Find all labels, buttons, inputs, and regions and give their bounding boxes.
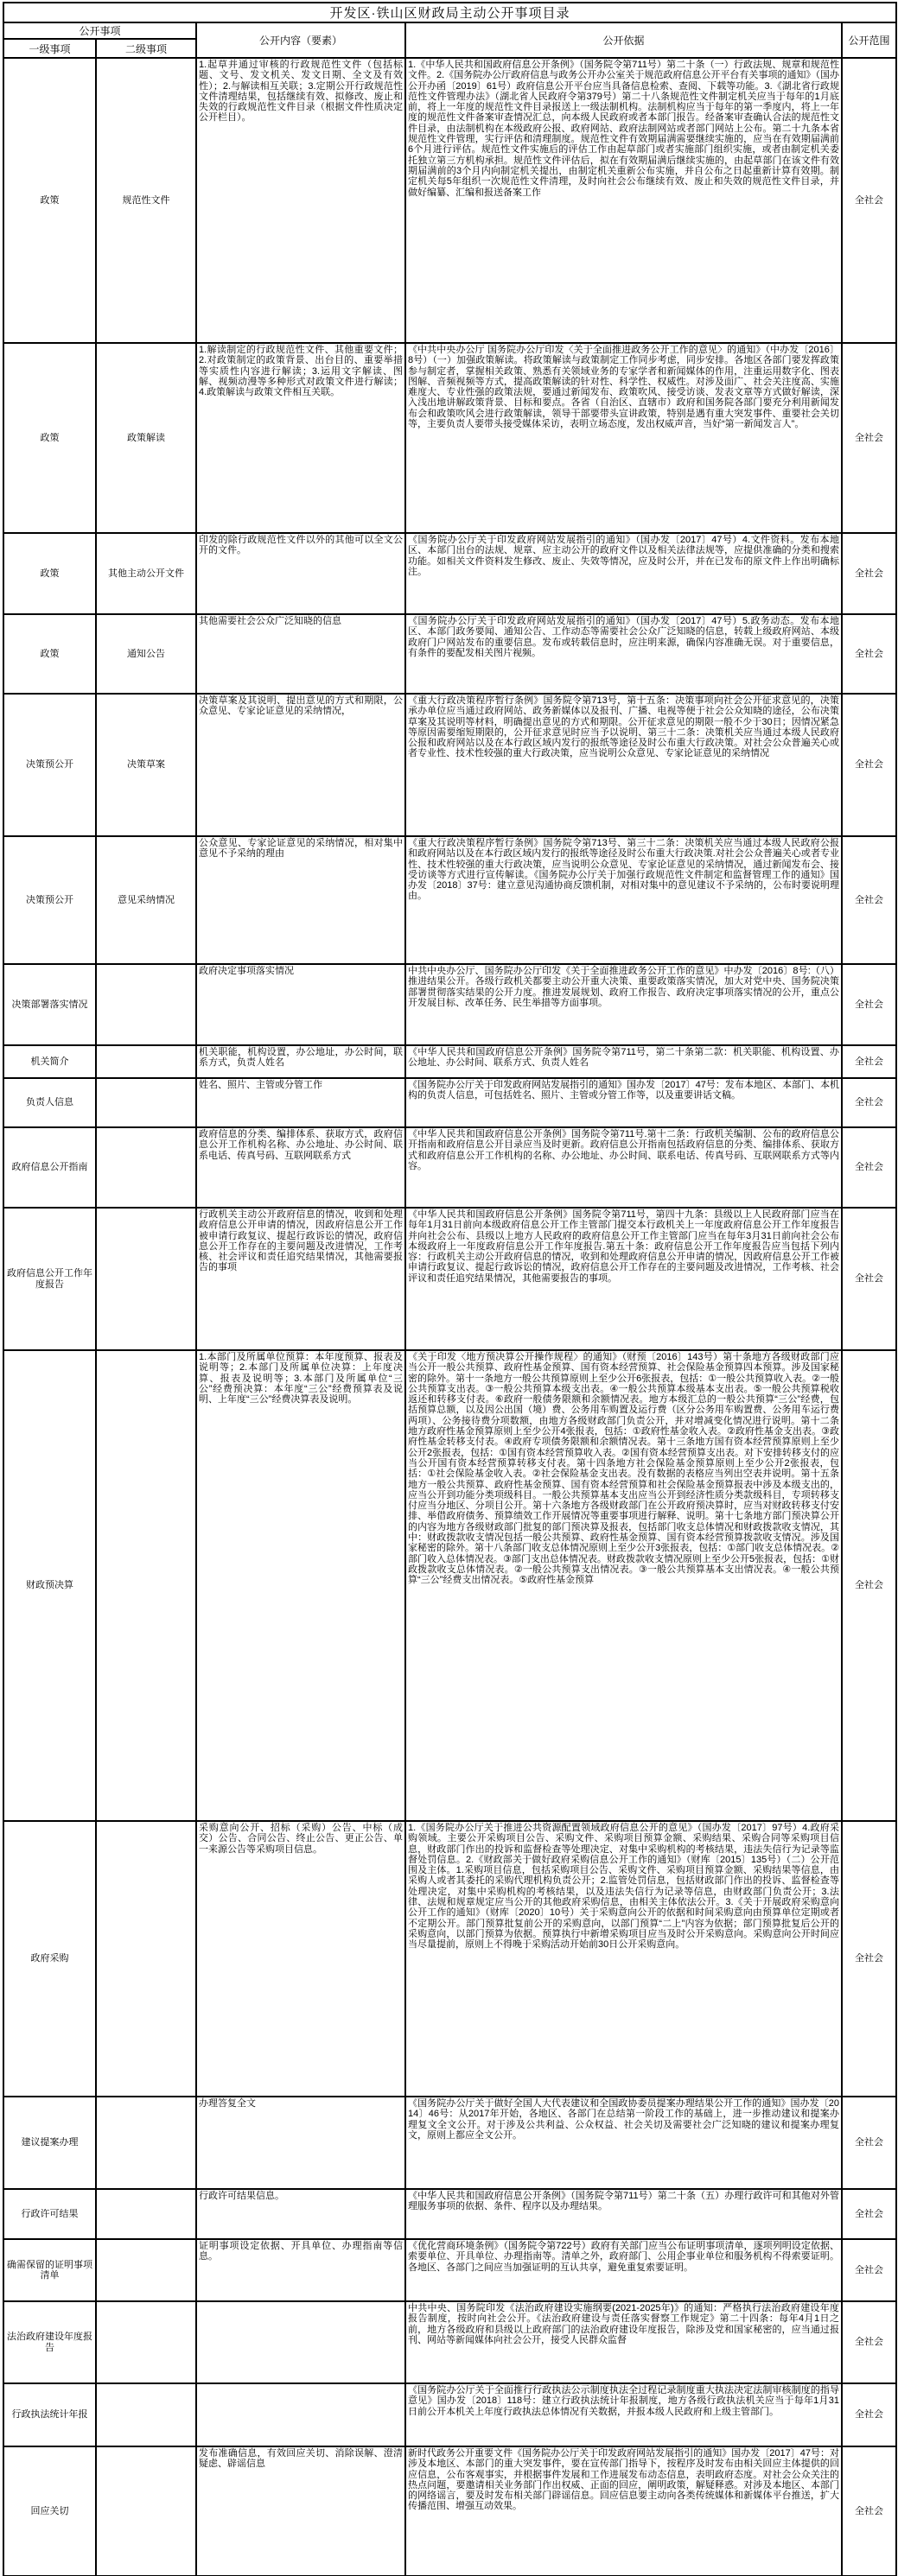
level1-cell [3, 2097, 96, 2189]
scope-text: 全社会 [855, 1097, 883, 1108]
scope-cell [842, 2383, 896, 2446]
content-text: 1.本部门及所属单位预算：本年度预算、报表及说明等；2.本部门及所属单位决算：上年度决算、报表及说明等；3.本部门及所属单位“三公”经费预决算：本年度“三公”经费预算表及说明、上年度“三公”经费决算表及说明。 [199, 1352, 403, 1405]
scope-cell [842, 694, 896, 836]
content-cell [196, 58, 405, 343]
basis-text: 《中华人民共和国政府信息公开条例》（国务院令第711号）第二十条（五）办理行政许可和其他对外管理服务事项的依据、条件、程序以及办理结果。 [408, 2191, 839, 2212]
level1-text: 回应关切 [30, 2505, 69, 2516]
content-cell [196, 694, 405, 836]
level2-cell [96, 58, 196, 343]
level2-cell [96, 2239, 196, 2301]
level2-text: 决策草案 [127, 759, 165, 771]
content-cell [196, 1045, 405, 1078]
basis-cell [405, 694, 842, 836]
level2-text: 意见采纳情况 [118, 894, 175, 905]
basis-cell [405, 1821, 842, 2097]
content-text: 行政许可结果信息。 [199, 2191, 284, 2201]
level1-cell [3, 2239, 96, 2301]
basis-cell [405, 614, 842, 694]
level1-text: 行政许可结果 [21, 2208, 79, 2219]
basis-cell [405, 1045, 842, 1078]
level1-text: 法治政府建设年度报告 [7, 2332, 92, 2353]
content-text: 政府信息的分类、编排体系、获取方式，政府信息公开工作机构名称、办公地址、办公时间、联系电话、传真号码、互联网联系方式 [199, 1129, 403, 1161]
scope-text: 全社会 [855, 1273, 883, 1285]
level1-cell [3, 1350, 96, 1821]
level1-text: 建议提案办理 [21, 2137, 79, 2148]
level1-text: 行政执法统计年报 [11, 2409, 88, 2421]
level1-cell [3, 836, 96, 964]
basis-cell [405, 2097, 842, 2189]
table-row [3, 694, 896, 836]
level1-text: 机关简介 [30, 1056, 69, 1067]
basis-cell [405, 2383, 842, 2446]
scope-text: 全社会 [855, 648, 883, 659]
title-row [3, 3, 896, 22]
table-row [3, 1350, 896, 1821]
level1-cell [3, 533, 96, 614]
level1-text: 决策部署落实情况 [11, 999, 88, 1010]
table-body [3, 58, 896, 2576]
scope-cell [842, 2446, 896, 2576]
basis-text: 《国务院办公厅关于印发政府网站发展指引的通知》（国办发〔2017〕47号）4.文件资料。发布本地区、本部门出台的法规、规章、应主动公开的政府文件以及相关法律法规等，应提供准确的分类和搜索功能。如相关文件资料发生修改、废止、失效等情况，应及时公开，并在已发布的原文件上作出明确标注。 [408, 535, 839, 577]
table-row [3, 533, 896, 614]
scope-cell [842, 1821, 896, 2097]
scope-cell [842, 836, 896, 964]
content-cell [196, 2097, 405, 2189]
basis-text: 《国务院办公厅关于全面推行行政执法公示制度执法全过程记录制度重大执法决定法制审核制度的指导意见》国办发〔2018〕118号：建立行政执法统计年报制度，地方各级行政执法机关应当于每年1月31日前公开本机关上年度行政执法总体情况有关数据，并报本级人民政府和上级主管部门。 [408, 2385, 839, 2417]
scope-text: 全社会 [855, 194, 883, 206]
basis-text: 《中共中央办公厅 国务院办公厅印发〈关于全面推进政务公开工作的意见〉的通知》（中办发〔2016〕8号）（一）加强政策解读。将政策解读与政策制定工作同步考虑，同步安排。各地区各部门要发挥政策参与制定者，掌握相关政策、熟悉有关领域业务的专家学者和新闻媒体的作用，注重运用数字化、图表图解、音频视频等方式，提高政策解读的针对性、科学性、权威性。对涉及面广、社会关注度高、实施难度大、专业性强的政策法规，要通过新闻发布、政策吹风、接受访谈、发表文章等方式做好解读，深入浅出地讲解政策背景、目标和要点。各省（自治区、直辖市）政府和国务院各部门要充分利用新闻发布会和政策吹风会进行政策解读，领导干部要带头宣讲政策，特别是遇有重大突发事件、重要社会关切等，主要负责人要带头接受媒体采访，表明立场态度，发出权威声音，当好“第一新闻发言人”。 [408, 345, 839, 430]
scope-text: 全社会 [855, 1953, 883, 1964]
header-content: 公开内容（要素） [196, 22, 405, 58]
level1-text: 政策 [40, 568, 60, 579]
level1-text: 政府信息公开工作年度报告 [7, 1268, 92, 1290]
basis-text: 《关于印发〈地方预决算公开操作规程〉的通知》（财预〔2016〕143号）第十条地方各级财政部门应当公开一般公共预算、政府性基金预算、国有资本经营预算、社会保险基金预算四本预算。涉及国家秘密的除外。第十一条地方一般公共预算原则上至少公开6张报表，包括：①一般公共预算收入表。②一般公共预算支出表。③一般公共预算本级支出表。④一般公共预算本级基本支出表。⑤一般公共预算税收返还和转移支付表。⑥政府一般债务限额和余额情况表。地方本级汇总的一般公共预算“三公”经费，包括预算总额，以及因公出国（境）费、公务用车购置及运行费（区分公务用车购置费、公务用车运行费两项）、公务接待费分项数额，由地方各级财政部门负责公开，并对增减变化情况进行说明。第十二条地方政府性基金预算原则上至少公开4张报表，包括：①政府性基金收入表。②政府性基金支出表。③政府性基金转移支付表。④政府专项债务限额和余额情况表。第十三条地方国有资本经营预算原则上至少公开2张报表，包括：①国有资本经营预算收入表。②国有资本经营预算支出表。对下安排转移支付的应当公开国有资本经营预算转移支付表。第十四条地方社会保险基金预算原则上至少公开2张报表，包括：①社会保险基金收入表。②社会保险基金支出表。没有数据的表格应当列出空表并说明。第十五条地方一般公共预算、政府性基金预算、国有资本经营预算和社会保险基金预算报表中涉及本级支出的，应当公开到功能分类项级科目。一般公共预算基本支出应当公开到经济性质分类款级科目，专项转移支付应当分地区、分项目公开。第十六条地方各级财政部门在公开政府预决算时，应当对财政转移支付安排、举借政府债务、预算绩效工作开展情况等重要事项进行解释、说明。第十七条地方部门预决算公开的内容为地方各级财政部门批复的部门预决算及报表，包括部门收支总体情况和财政拨款收支情况，其中：财政拨款收支情况包括一般公共预算、政府性基金预算、国有资本经营预算拨款收支情况。涉及国家秘密的除外。第十八条部门收支总体情况原则上至少公开3张报表，包括：①部门收支总体情况表。②部门收入总体情况表。③部门支出总体情况表。财政拨款收支情况原则上至少公开5张报表，包括：①财政拨款收支总体情况表。②一般公共预算支出情况表。③一般公共预算基本支出情况表。④一般公共预算“三公”经费支出情况表。⑤政府性基金预算 [408, 1352, 839, 1586]
content-text: 发布准确信息，有效回应关切、消除误解、澄清疑虑、辟谣信息 [199, 2448, 403, 2470]
basis-text: 《国务院办公厅关于做好全国人大代表建议和全国政协委员提案办理结果公开工作的通知》国办发〔2014〕46号：从2017年开始，各地区、各部门在总结第一阶段工作的基础上，进一步推动建议和提案办理复文全文公开。对于涉及公共利益、公众权益、社会关切及需要社会广泛知晓的建议和提案办理复文，原则上都应全文公开。 [408, 2098, 839, 2141]
scope-cell [842, 2239, 896, 2301]
scope-cell [842, 2189, 896, 2239]
scope-cell [842, 1208, 896, 1350]
level2-cell [96, 964, 196, 1045]
basis-cell [405, 1350, 842, 1821]
level2-cell [96, 1078, 196, 1127]
header-scope: 公开范围 [842, 22, 896, 58]
level2-text: 政策解读 [127, 432, 165, 443]
table-row [3, 2097, 896, 2189]
scope-cell [842, 58, 896, 343]
level2-cell [96, 1350, 196, 1821]
table-row [3, 58, 896, 343]
header-row-group [3, 22, 896, 39]
level1-text: 政府采购 [30, 1953, 69, 1964]
scope-cell [842, 533, 896, 614]
basis-text: 《国务院办公厅关于印发政府网站发展指引的通知》国办发〔2017〕47号：发布本地区、本部门、本机构的负责人信息，可包括姓名、照片、主管或分管工作等，以及重要讲话文稿。 [408, 1080, 839, 1101]
table-row [3, 1045, 896, 1078]
level1-cell [3, 2189, 96, 2239]
basis-text: 1.《国务院办公厅关于推进公共资源配置领域政府信息公开的意见》（国办发〔2017〕97号）4.政府采购领域。主要公开采购项目公告、采购文件、采购项目预算金额、采购结果、采购合同等采购项目信息，财政部门作出的投诉和监督检查等处理决定、对集中采购机构的考核结果，违法失信行为记录等监督处罚信息。2.《财政部关于做好政府采购信息公开工作的通知》（财库〔2015〕135号）（二）公开范围及主体。1.采购项目信息，包括采购项目公告、采购文件、采购项目预算金额、采购结果等信息，由采购人或者其委托的采购代理机构负责公开；2.监管处罚信息，包括财政部门作出的投诉、监督检查等处理决定，对集中采购机构的考核结果，以及违法失信行为记录等信息，由财政部门负责公开；3.法律、法规和规章规定应当公开的其他政府采购信息，由相关主体依法公开。3.《关于开展政府采购意向公开工作的通知》（财库〔2020〕10号）关于采购意向公开的依据和时间采购意向由预算单位定期或者不定期公开。部门预算批复前公开的采购意向，以部门预算“二上”内容为依据；部门预算批复后公开的采购意向，以部门预算为依据。预算执行中新增采购项目应当及时公开采购意向。采购意向公开时间应当尽量提前，原则上不得晚于采购活动开始前30日公开采购意向。 [408, 1823, 839, 1951]
content-text: 1.解读制定的行政规范性文件、其他重要文件；2.对政策制定的政策背景、出台目的、重要举措等实质性内容进行解读；3.运用文字解读、图解、视频动漫等多种形式对政策文件进行解读；4.政策解读与政策文件相互关联。 [199, 345, 403, 398]
level2-text: 通知公告 [127, 648, 165, 659]
basis-cell [405, 1208, 842, 1350]
content-text: 其他需要社会公众广泛知晓的信息 [199, 616, 341, 626]
level2-cell [96, 2301, 196, 2383]
table-row [3, 2446, 896, 2576]
content-text: 机关职能，机构设置，办公地址，办公时间，联系方式，负责人姓名 [199, 1047, 403, 1069]
level1-text: 政策 [40, 432, 60, 443]
content-cell [196, 2239, 405, 2301]
level1-text: 财政预决算 [26, 1580, 73, 1591]
content-cell [196, 2446, 405, 2576]
scope-text: 全社会 [855, 2208, 883, 2219]
level1-text: 政策 [40, 194, 60, 206]
level2-cell [96, 1821, 196, 2097]
basis-cell [405, 343, 842, 533]
basis-text: 《中华人民共和国政府信息公开条例》国务院令第711号.第十二条：行政机关编制、公布的政府信息公开指南和政府信息公开目录应当及时更新。政府信息公开指南包括政府信息的分类、编排体系、获取方式和政府信息公开工作机构的名称、办公地址、办公时间、联系电话、传真号码、互联网联系方式等内容。 [408, 1129, 839, 1171]
level2-cell [96, 2446, 196, 2576]
basis-text: 《重大行政决策程序暂行条例》国务院令第713号，第十五条：决策事项向社会公开征求意见的，决策承办单位应当通过政府网站、政务新媒体以及报刊、广播、电视等便于社会公众知晓的途径，公布决策草案及其说明等材料，明确提出意见的方式和期限。公开征求意见的期限一般不少于30日；因情况紧急等原因需要缩短期限的，公开征求意见时应当予以说明、第三十二条：决策机关应当通过本级人民政府公报和政府网站以及在本行政区域内发行的报纸等途径及时公布重大行政决策。对社会公众普遍关心或者专业性、技术性较强的重大行政决策，应当说明公众意见、专家论证意见的采纳情况 [408, 695, 839, 759]
content-text: 姓名、照片、主管或分管工作 [199, 1080, 322, 1090]
level2-cell [96, 2189, 196, 2239]
scope-cell [842, 964, 896, 1045]
level2-text: 规范性文件 [122, 194, 170, 206]
content-cell [196, 614, 405, 694]
scope-text: 全社会 [855, 1056, 883, 1067]
basis-text: 新时代政务公开重要文件《国务院办公厅关于印发政府网站发展指引的通知》国办发〔2017〕47号：对涉及本地区、本部门的重大突发事件，要在宣传部门指导下，按程序及时发布由相关回应主体提供的回应信息，公布客观事实，并根据事件发展和工作进展发布动态信息，表明政府态度。对社会公众关注的热点问题，要邀请相关业务部门作出权威、正面的回应，阐明政策，解疑释惑。对涉及本地区、本部门的网络谣言，要及时发布相关部门辟谣信息。回应信息要主动向各类传统媒体和新媒体平台推送，扩大传播范围、增强互动效果。 [408, 2448, 839, 2512]
table-row [3, 2189, 896, 2239]
basis-text: 中共中央、国务院印发《法治政府建设实施纲要(2021-2025年)》的通知：严格执行法治政府建设年度报告制度，按时向社会公开。《法治政府建设与责任落实督察工作规定》第二十四条：每年4月1日之前，地方各级政府和县级以上政府部门的法治政府建设年度报告，除涉及党和国家秘密的，应当通过报刊、网站等新闻媒体向社会公开，接受人民群众监督 [408, 2303, 839, 2345]
content-cell [196, 1350, 405, 1821]
scope-text: 全社会 [855, 999, 883, 1010]
header-basis: 公开依据 [405, 22, 842, 58]
level2-cell [96, 614, 196, 694]
basis-text: 《重大行政决策程序暂行条例》国务院令第713号、第三十二条：决策机关应当通过本级人民政府公报和政府网站以及在本行政区域内发行的报纸等途径及时公布重大行政决策.对社会公众普遍关心或者专业性、技术性较强的重大行政决策，应当说明公众意见、专家论证意见的采纳情况，通过新闻发布会、接受访谈等方式进行宣传解读。《国务院办公厅关于加强行政规范性文件制定和监督管理工作的通知》国办发〔2018〕37号：建立意见沟通协商反馈机制，对相对集中的意见建议不予采纳的，公布时要说明理由。 [408, 838, 839, 902]
level1-cell [3, 1045, 96, 1078]
table-row [3, 1078, 896, 1127]
scope-text: 全社会 [855, 759, 883, 771]
basis-text: 《国务院办公厅关于印发政府网站发展指引的通知》（国办发〔2017〕47号）5.政务动态。发布本地区、本部门政务要闻、通知公告、工作动态等需要社会公众广泛知晓的信息，转载上级政府网站、本级政府门户网站发布的重要信息。发布或转载信息时，应注明来源，确保内容准确无误。对于重要信息，有条件的要配发相关图片视频。 [408, 616, 839, 658]
scope-cell [842, 1127, 896, 1208]
basis-cell [405, 2239, 842, 2301]
scope-cell [842, 2301, 896, 2383]
header-level2: 二级事项 [96, 39, 196, 58]
level2-cell [96, 533, 196, 614]
content-text: 办理答复全文 [199, 2098, 256, 2109]
scope-cell [842, 343, 896, 533]
content-text: 采购意向公开、招标（采购）公告、中标（成交）公告、合同公告、终止公告、更正公告、单一来源公告等采购项目信息。 [199, 1823, 403, 1855]
content-text: 1.起草并通过审核的行政规范性文件（包括标题、文号、发文机关、发文日期、全文及有效性）；2.与解读相互关联；3.定期公开行政规范性文件清理结果，包括继续有效、拟修改、废止和失效的行政规范性文件目录（根据文件性质决定公开栏目）。 [199, 60, 403, 124]
table-row [3, 1821, 896, 2097]
scope-cell [842, 1078, 896, 1127]
content-cell [196, 533, 405, 614]
header-level1: 一级事项 [3, 39, 96, 58]
basis-text: 中共中央办公厅、国务院办公厅印发《关于全面推进政务公开工作的意见》中办发〔2016〕8号:（八）推进结果公开。各级行政机关都要主动公开重大决策、重要政策落实情况，加大对党中央、国务院决策部署贯彻落实结果的公开力度。推进发展规划、政府工作报告、政府决定事项落实情况的公开，重点公开发展目标、改革任务、民生举措等方面事项。 [408, 966, 839, 1008]
scope-text: 全社会 [855, 2337, 883, 2348]
level1-text: 政府信息公开指南 [11, 1162, 88, 1173]
table-row [3, 614, 896, 694]
scope-text: 全社会 [855, 1580, 883, 1591]
content-text: 印发的除行政规范性文件以外的其他可以全文公开的文件。 [199, 535, 403, 556]
scope-text: 全社会 [855, 432, 883, 443]
disclosure-table [3, 2, 897, 2576]
content-text: 决策草案及其说明、提出意见的方式和期限，公众意见、专家论证意见的采纳情况， [199, 695, 403, 717]
table-row [3, 2383, 896, 2446]
level2-cell [96, 1208, 196, 1350]
scope-text: 全社会 [855, 2264, 883, 2275]
content-cell [196, 836, 405, 964]
scope-cell [842, 614, 896, 694]
basis-text: 《优化营商环境条例》（国务院令第722号）政府有关部门应当公布证明事项清单，逐项列明设定依据、索要单位、开具单位、办理指南等。清单之外，政府部门、公用企事业单位和服务机构不得索要证明。各地区、各部门之间应当加强证明的互认共享，避免重复索要证明。 [408, 2241, 839, 2273]
content-text: 政府决定事项落实情况 [199, 966, 294, 976]
content-cell [196, 1078, 405, 1127]
level2-text: 其他主动公开文件 [108, 568, 184, 579]
level1-cell [3, 58, 96, 343]
level1-text: 负责人信息 [26, 1097, 73, 1108]
scope-cell [842, 1350, 896, 1821]
basis-cell [405, 1078, 842, 1127]
level2-cell [96, 343, 196, 533]
level1-cell [3, 1821, 96, 2097]
scope-text: 全社会 [855, 2409, 883, 2421]
level2-cell [96, 2097, 196, 2189]
level1-cell [3, 2446, 96, 2576]
table-row [3, 1208, 896, 1350]
level2-cell [96, 1045, 196, 1078]
table-row [3, 836, 896, 964]
level1-cell [3, 1208, 96, 1350]
level2-cell [96, 694, 196, 836]
basis-text: 《中华人民共和国政府信息公开条例》国务院令第711号，第四十九条：县级以上人民政府部门应当在每年1月31日前向本级政府信息公开工作主管部门提交本行政机关上一年度政府信息公开工作年度报告并向社会公布、县级以上地方人民政府的政府信息公开工作主管部门应当在每年3月31日前向社会公布本级政府上一年度政府信息公开工作年度报告.第五十条：政府信息公开工作年度报告应当包括下列内容：行政机关主动公开政府信息的情况，收到和处理政府信息公开申请的情况，因政府信息公开工作被申请行政复议、提起行政诉讼的情况，政府信息公开工作存在的主要问题及改进情况，工作考核、社会评议和责任追究结果情况，其他需要报告的事项。 [408, 1209, 839, 1284]
scope-text: 全社会 [855, 2137, 883, 2148]
level2-cell [96, 2383, 196, 2446]
level1-cell [3, 694, 96, 836]
basis-cell [405, 533, 842, 614]
table-row [3, 1127, 896, 1208]
table-row [3, 964, 896, 1045]
scope-text: 全社会 [855, 1162, 883, 1173]
content-cell [196, 1127, 405, 1208]
level1-text: 决策预公开 [26, 759, 73, 771]
basis-text: 1.《中华人民共和国政府信息公开条例》（国务院令第711号）第二十条（一）行政法规、规章和规范性文件。2.《国务院办公厅政府信息与政务公开办公室关于规范政府信息公开平台有关事项的通知》（国办公开办函〔2019〕61号）政府信息公开平台应当具备信息检索、查阅、下载等功能。3.《湖北省行政规范性文件管理办法》（湖北省人民政府令第379号）第二十八条规范性文件制定机关应当于每年的1月底前，将上一年度的规范性文件目录报送上一级法制机构。法制机构应当于每年的第一季度内，将上一年度的规范性文件备案审查情况汇总，向本级人民政府或者本部门报告。经备案审查确认合法的规范性文件目录，由法制机构在本级政府公报、政府网站、政府法制网站或者部门网站上公布。第二十九条本省规范性文件管理，实行评估和清理制度。规范性文件有效期届满需要继续实施的，应当在有效期届满前6个月进行评估。规范性文件实施后的评估工作由起草部门或者实施部门组织实施，或者由制定机关委托独立第三方机构承担。规范性文件评估后，拟在有效期届满后继续实施的，由起草部门在该文件有效期届满前的3个月内向制定机关提出，由制定机关重新公布实施，并自公布之日起重新计算有效期。制定机关每5年组织一次规范性文件清理，及时向社会公布继续有效、废止和失效的规范性文件目录，并做好编纂、汇编和报送备案工作 [408, 60, 839, 198]
content-cell [196, 964, 405, 1045]
page-title: 开发区·铁山区财政局主动公开事项目录 [3, 3, 896, 22]
content-cell [196, 1821, 405, 2097]
scope-text: 全社会 [855, 2505, 883, 2516]
basis-text: 《中华人民共和国政府信息公开条例》国务院令第711号，第二十条第二款：机关职能、机构设置、办公地址、办公时间、联系方式、负责人姓名 [408, 1047, 839, 1069]
table-row [3, 2301, 896, 2383]
scope-cell [842, 2097, 896, 2189]
content-text [197, 2302, 404, 2304]
level1-text: 确需保留的证明事项清单 [7, 2259, 92, 2281]
level1-cell [3, 2301, 96, 2383]
table-row [3, 2239, 896, 2301]
level2-cell [96, 836, 196, 964]
content-cell [196, 1208, 405, 1350]
content-cell [196, 2301, 405, 2383]
content-text: 证明事项设定依据、开具单位、办理指南等信息。 [199, 2241, 403, 2262]
basis-cell [405, 836, 842, 964]
level1-cell [3, 614, 96, 694]
level2-cell [96, 1127, 196, 1208]
content-cell [196, 2189, 405, 2239]
scope-text: 全社会 [855, 568, 883, 579]
header-open-items: 公开事项 [3, 22, 196, 39]
basis-cell [405, 2446, 842, 2576]
scope-text: 全社会 [855, 894, 883, 905]
level1-cell [3, 964, 96, 1045]
content-text: 公众意见、专家论证意见的采纳情况，相对集中意见不予采纳的理由 [199, 838, 403, 860]
content-text: 行政机关主动公开政府信息的情况，收到和处理政府信息公开申请的情况，因政府信息公开工作被申请行政复议、提起行政诉讼的情况，政府信息公开工作存在的主要问题及改进情况，工作考核、社会评议和责任追究结果情况，其他需要报告的事项 [199, 1209, 403, 1273]
basis-cell [405, 58, 842, 343]
basis-cell [405, 964, 842, 1045]
basis-cell [405, 1127, 842, 1208]
table-row [3, 343, 896, 533]
basis-cell [405, 2189, 842, 2239]
content-text [197, 2384, 404, 2386]
level1-cell [3, 1127, 96, 1208]
level1-cell [3, 1078, 96, 1127]
level1-cell [3, 2383, 96, 2446]
content-cell [196, 343, 405, 533]
content-cell [196, 2383, 405, 2446]
level1-text: 决策预公开 [26, 894, 73, 905]
basis-cell [405, 2301, 842, 2383]
level1-text: 政策 [40, 648, 60, 659]
scope-cell [842, 1045, 896, 1078]
level1-cell [3, 343, 96, 533]
